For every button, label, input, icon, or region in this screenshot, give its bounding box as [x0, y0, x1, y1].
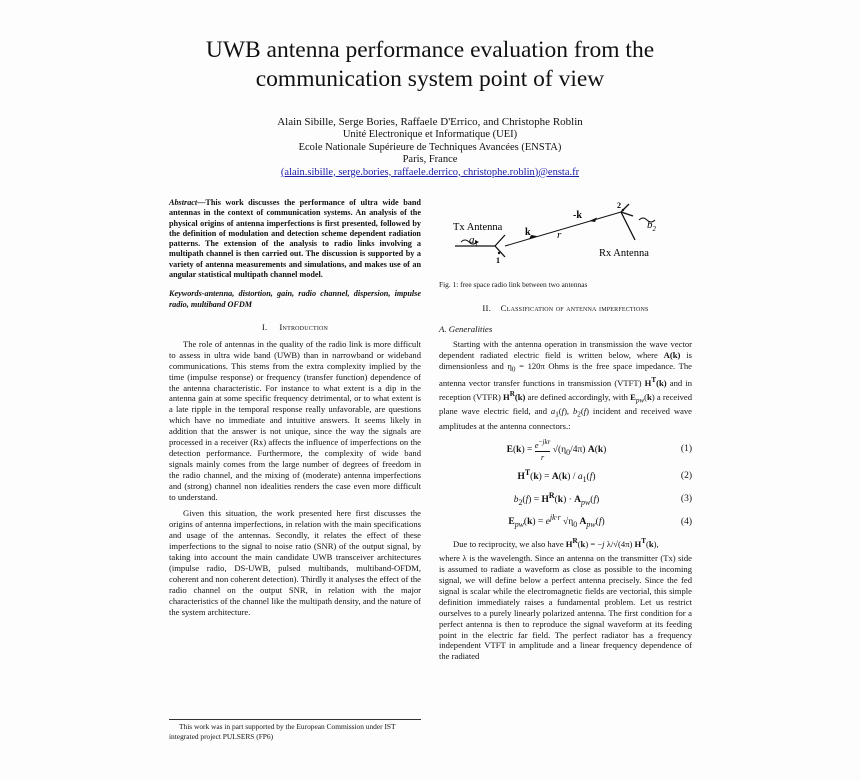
affiliation-1: Unité Electronique et Informatique (UEI)	[342, 129, 518, 141]
footnote	[169, 722, 421, 741]
rx-antenna-label: Rx Antenna	[599, 248, 649, 259]
footnote-text: This work was in part supported by the European Commission under IST integrated project PULSERS (FP6)	[169, 722, 396, 741]
equation-1	[439, 437, 692, 463]
footnote-rule	[169, 719, 421, 720]
link-line	[505, 212, 621, 246]
minus-k-label: -k	[573, 210, 582, 221]
reciprocity-sentence: Due to reciprocity, we also have $H^R(k) = -j$ λ/√(4π) $H^T(k)$,	[453, 537, 659, 550]
equation-4-expression: $E_{pw}(k) = e^{jk\cdot r}$ $√\eta_0$ $A_{pw}(f)$	[508, 513, 605, 530]
affiliation-3: Paris, France	[402, 154, 458, 166]
b2-label: $b_2$	[647, 219, 656, 233]
affiliation-2: Ecole Nationale Supérieure de Techniques Avancées (ENSTA)	[298, 141, 562, 153]
section-title: Introduction	[279, 321, 329, 332]
author-names: Alain Sibille, Serge Bories, Raffaele D'Errico, and Christophe Roblin	[277, 116, 583, 128]
section-heading-introduction	[169, 322, 421, 333]
author-block	[0, 116, 860, 179]
equation-2-number: (2)	[680, 471, 692, 482]
tx-antenna-icon	[455, 235, 505, 257]
section-title: Classification of antenna imperfections	[500, 302, 649, 313]
keywords	[169, 289, 421, 310]
port-2-label: 2	[617, 201, 621, 210]
equation-3	[439, 491, 692, 509]
equation-4-number: (4)	[680, 517, 692, 527]
r-label: r	[557, 229, 562, 241]
figure-caption: Fig. 1: free space radio link between two antennas	[439, 280, 588, 289]
keywords-text: antenna, distortion, gain, radio channel, dispersion, impulse radio, multiband OFDM	[169, 289, 421, 309]
equation-2-expression: $H^T(k) = A(k) / a_1(f)$	[517, 467, 596, 484]
figure-1	[439, 198, 692, 278]
generalities-paragraph-1: Starting with the antenna operation in transmission the wave vector dependent radiated electric field is written below, where A(k) is dimensionless and $\eta_0 = 120\pi$ Ohms is the free space impedance. The antenna vector transfer functions in transmission (VTFT) $H^T(k)$ and in reception (VTFR) $H^R(k)$ are defined accordingly, with $E_{pw}(k)$ a received plane wave electric field, and $a_1(f)$, $b_2(f)$ incident and received wave amplitudes at the antenna connectors.:	[439, 338, 693, 432]
right-column	[439, 198, 692, 662]
paper-title	[0, 36, 860, 94]
keywords-label: Keywords-	[169, 289, 205, 299]
port-1-label: 1	[496, 256, 500, 265]
title-line-2: communication system point of view	[255, 66, 605, 92]
equation-2	[439, 468, 692, 486]
radio-link-diagram	[439, 198, 692, 274]
author-email-link[interactable]: (alain.sibille, serge.bories, raffaele.derrico, christophe.roblin)@ensta.fr	[280, 166, 580, 178]
abstract-label: Abstract	[169, 198, 198, 207]
left-column	[169, 198, 421, 618]
generalities-paragraph-2: where λ is the wavelength. Since an antenna on the transmitter (Tx) side is assumed to radiate a waveform as close as possible to the incoming signal, we will define below a perfect antenna precisely. Since the fed signal is scalar while the electromagnetic fields are vectorial, this simple definition immediately raises a fundamental problem. Let us restrict ourselves to a purely linearly polarized antenna. The first condition for a perfect antenna is then to reproduce the signal waveform at its feeding point in the electric far field. The perfect radiator has a frequency independent VTFT in amplitude and a linear frequency dependence of the radiated	[439, 553, 692, 662]
equation-4	[439, 513, 692, 531]
intro-paragraph-1: The role of antennas in the quality of the radio link is more difficult to assess in ultra wide band (UWB) than in narrowband or wideband communications. This stems from the extra complexity implied by the time (impulse response) or frequency (transfer function) dependence of the antenna characteristic. For instance to what extent is a dip in the antenna gain at some specific frequency detrimental, or to what extent is a late ripple in the temporal response really unfavorable, are questions which have no immediate and intuitive answers. It seems likely in addition that the answer is not unique, since the way the signals are processed in a receiver (Rx) affects the influence of imperfections on the detection performance. Furthermore, the complexity of wide band signals mainly comes from the large number of degrees of freedom in the radio channel, and the mixing of (moderate) antenna imperfections and (strong) channel non idealities renders the case even more difficult to understand.	[169, 338, 421, 502]
title-line-1: UWB antenna performance evaluation from the	[205, 37, 655, 63]
section-heading-classification	[439, 303, 692, 314]
a1-label: $a_1$	[469, 234, 478, 248]
subsection-heading: A. Generalities	[439, 323, 493, 334]
equation-1-expression: E(k) = $e^{-jkr}$ r $√(\eta_0/4\pi)$ A(k)	[506, 437, 607, 462]
k-label: k	[525, 227, 531, 238]
abstract	[169, 198, 421, 280]
port-2-dot	[622, 209, 624, 211]
section-number: I.	[261, 321, 268, 332]
abstract-text: —This work discusses the performance of ultra wide band antennas in the context of communication systems. An analysis of the physical origins of antenna imperfections is first presented, followed by the definition of modulation and detection scheme dependent radiation patterns. The extension of the analysis to radio links involving a multipath channel is then carried out. The discussion is supported by a variety of antenna measurements and simulations, and makes use of an angular statistical multipath channel model.	[169, 198, 421, 280]
port-1-dot	[498, 252, 500, 254]
tx-antenna-label: Tx Antenna	[453, 222, 503, 233]
equation-3-expression: $b_2(f) = H^R(k) \cdot A_{pw}(f)$	[513, 490, 600, 507]
equation-1-number: (1)	[680, 444, 692, 455]
equation-3-number: (3)	[680, 494, 692, 505]
section-number: II.	[482, 302, 492, 313]
intro-paragraph-2: Given this situation, the work presented here first discusses the origins of antenna imperfections, in relation with the main specifications and usage of the antennas. Secondly, it relates the effect of these imperfections to the signal to noise ratio (SNR) of the output signal, by taking into account the main candidate UWB transceiver architectures (impulse radio, DS-UWB, pulsed multibands, multiband-OFDM, coherent and non coherent detection). Thirdly it analyses the effect of the radio channel on the output SNR, in relation with the major characteristics of the channel like the multipath density, and the nature of the system architecture.	[169, 508, 421, 617]
